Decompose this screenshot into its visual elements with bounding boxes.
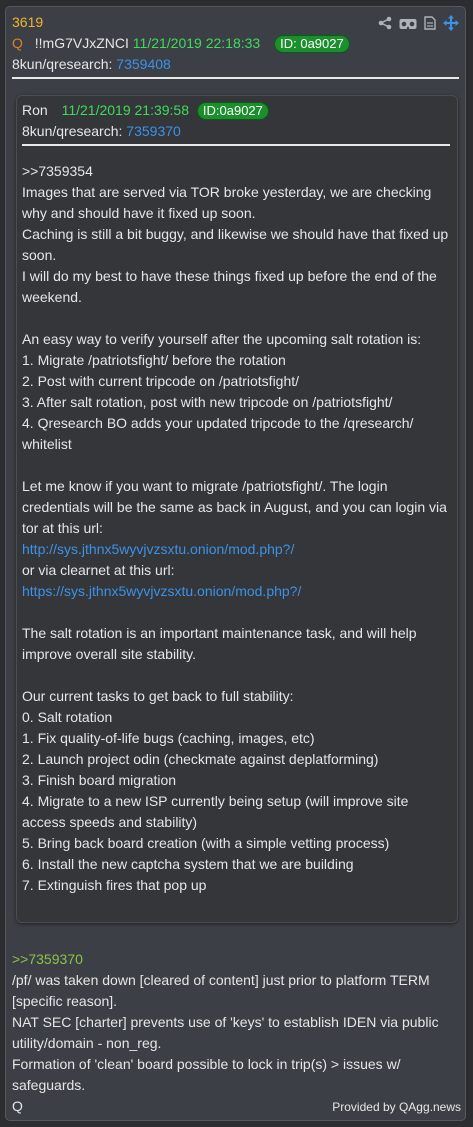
- quoted-board-line: [22, 123, 181, 139]
- reply-text-line: NAT SEC [charter] prevents use of 'keys' to establish IDEN via public utility/domain - non_reg.: [12, 1014, 439, 1051]
- quoted-text-line: The salt rotation is an important maintenance task, and will help improve overall site stability.: [22, 625, 417, 662]
- board-line: [12, 56, 171, 72]
- quoted-divider: [22, 144, 450, 146]
- id-badge[interactable]: ID: 0a9027: [274, 35, 350, 53]
- quoted-text-line: 5. Bring back board creation (with a simple vetting process): [22, 835, 390, 851]
- quoted-board-name: 8kun/qresearch:: [22, 123, 123, 139]
- quoted-header: [22, 102, 269, 120]
- reply-text-line: Formation of 'clean' board possible to lock in trip(s) > issues w/ safeguards.: [12, 1056, 401, 1093]
- quoted-text-line: 6. Install the new captcha system that we are building: [22, 856, 354, 872]
- quoted-text-line: [22, 308, 452, 329]
- quoted-id-badge[interactable]: ID:0a9027: [197, 102, 269, 120]
- move-arrows-icon[interactable]: [443, 15, 459, 36]
- quoted-text-line: 3. After salt rotation, post with new tripcode on /patriotsfight/: [22, 394, 393, 410]
- quoted-url-link[interactable]: https://sys.jthnx5wyvjvzsxtu.onion/mod.php?/: [22, 583, 302, 599]
- header-divider: [12, 77, 459, 79]
- quoted-text-line: 4. Migrate to a new ISP currently being setup (will improve site access speeds and stability): [22, 793, 409, 830]
- reply-body: [12, 949, 457, 1117]
- quoted-text-line: 3. Finish board migration: [22, 772, 177, 788]
- quoted-text-line: [22, 455, 452, 476]
- quoted-text-line: 7. Extinguish fires that pop up: [22, 877, 207, 893]
- vr-glasses-icon[interactable]: [399, 17, 417, 35]
- quoted-text-line: [22, 602, 452, 623]
- board-name: 8kun/qresearch:: [12, 56, 113, 72]
- quoted-text-line: 4. Qresearch BO adds your updated tripcode to the /qresearch/ whitelist: [22, 415, 414, 452]
- quoted-body: [22, 161, 452, 896]
- quoted-text-line: Our current tasks to get back to full stability:: [22, 688, 294, 704]
- share-icon[interactable]: [378, 16, 392, 35]
- footer-site[interactable]: QAgg.news: [398, 1100, 461, 1114]
- reply-text-line: /pf/ was taken down [cleared of content] just prior to platform TERM [specific reason].: [12, 972, 430, 1009]
- quoted-text-line: Images that are served via TOR broke yesterday, we are checking why and should have it fixed up soon.: [22, 184, 432, 221]
- post-header: [12, 35, 350, 53]
- quoted-text-line: [22, 665, 452, 686]
- quoted-text-line: 1. Fix quality-of-life bugs (caching, images, etc): [22, 730, 315, 746]
- quoted-datetime: 11/21/2019 21:39:58: [61, 102, 189, 118]
- footer-prefix: Provided by: [332, 1100, 399, 1114]
- tripcode: !!mG7VJxZNCI: [34, 35, 129, 51]
- quoted-post: [16, 95, 458, 923]
- quoted-post-link[interactable]: 7359370: [126, 123, 181, 139]
- footer-credit: [332, 1100, 461, 1114]
- reply-text-line: Q: [12, 1098, 23, 1114]
- quoted-text-line: >>7359354: [22, 163, 93, 179]
- quoted-url-link[interactable]: http://sys.jthnx5wyvjvzsxtu.onion/mod.php?/: [22, 541, 295, 557]
- quoted-text-line: 2. Launch project odin (checkmate against deplatforming): [22, 751, 379, 767]
- quoted-author: Ron: [22, 102, 48, 118]
- post-number: 3619: [12, 14, 44, 30]
- quoted-text-line: 1. Migrate /patriotsfight/ before the rotation: [22, 352, 286, 368]
- post-toolbar: [378, 15, 459, 36]
- document-icon[interactable]: [424, 16, 436, 35]
- q-label: Q: [12, 35, 23, 51]
- post-link[interactable]: 7359408: [116, 56, 171, 72]
- quoted-text-line: 2. Post with current tripcode on /patriotsfight/: [22, 373, 300, 389]
- quoted-text-line: or via clearnet at this url:: [22, 562, 175, 578]
- quoted-text-line: 0. Salt rotation: [22, 709, 113, 725]
- post-card: [5, 6, 466, 1121]
- quoted-text-line: Caching is still a bit buggy, and likewise we should have that fixed up soon.: [22, 226, 449, 263]
- quoted-text-line: An easy way to verify yourself after the upcoming salt rotation is:: [22, 331, 422, 347]
- quoted-text-line: I will do my best to have these things fixed up before the end of the weekend.: [22, 268, 437, 305]
- post-datetime: 11/21/2019 22:18:33: [132, 35, 261, 51]
- reply-quote-link[interactable]: >>7359370: [12, 951, 83, 967]
- quoted-text-line: Let me know if you want to migrate /patriotsfight/. The login credentials will be the same as back in August, and you can login via tor at this url:: [22, 478, 447, 536]
